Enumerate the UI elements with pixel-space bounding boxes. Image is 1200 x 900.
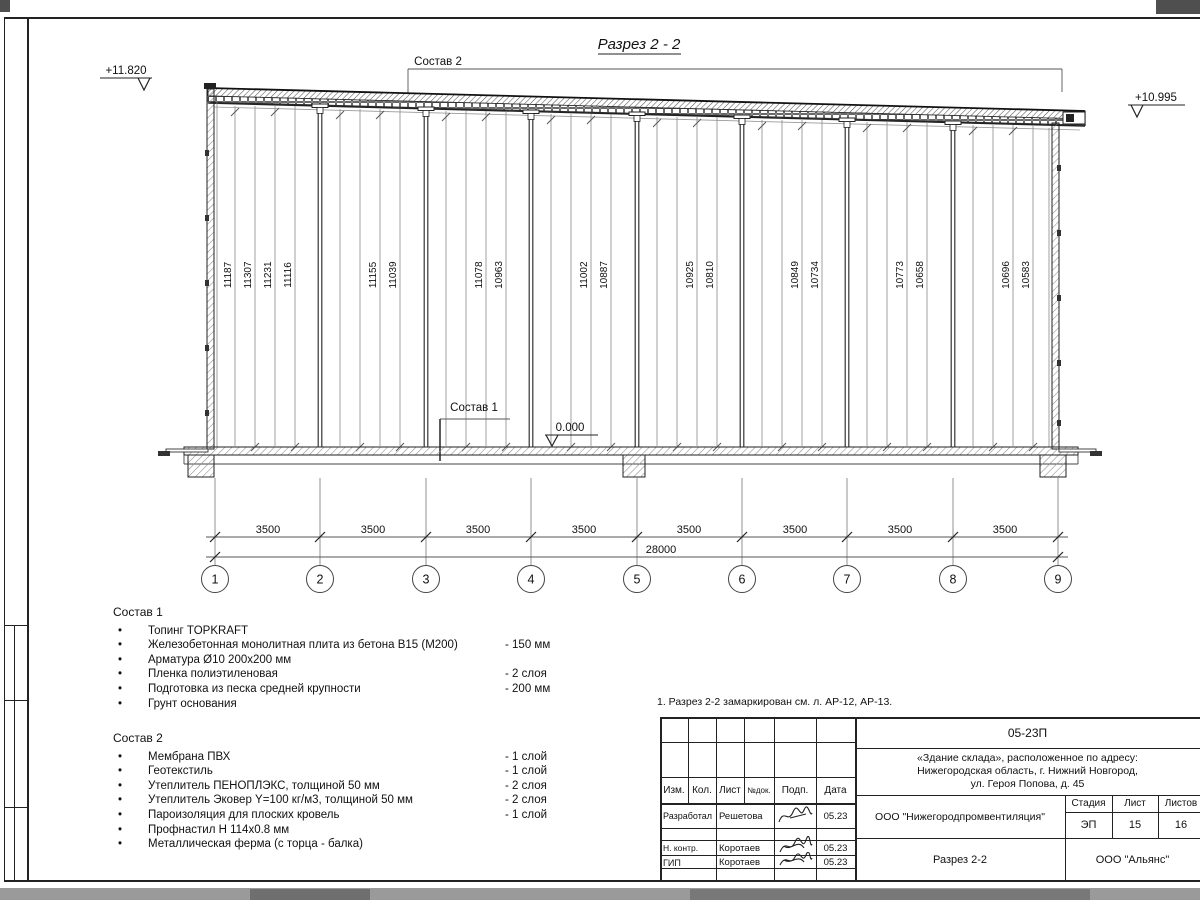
- svg-text:10696: 10696: [1001, 261, 1012, 289]
- sostav2-title: Состав 2: [113, 731, 163, 745]
- svg-text:3500: 3500: [360, 524, 386, 536]
- tb-name: Коротаев: [719, 857, 761, 868]
- elevation-mark-right: [1128, 92, 1185, 117]
- screen-corner-left: [0, 0, 10, 12]
- tb-header-ndok: №док.: [747, 786, 771, 795]
- sostav2-leader: [408, 56, 1062, 93]
- svg-text:11078: 11078: [474, 261, 485, 289]
- svg-text:9: 9: [1054, 572, 1062, 587]
- svg-text:10734: 10734: [810, 261, 821, 289]
- svg-text:11116: 11116: [283, 262, 294, 288]
- tb-header-list: Лист: [719, 785, 741, 796]
- level-check-icon: [138, 78, 150, 90]
- tb-name: Решетова: [719, 810, 763, 822]
- svg-text:+11.820: +11.820: [105, 65, 147, 77]
- height-dimensions: [223, 261, 1032, 289]
- spec-item: Железобетонная монолитная плита из бетона В15 (М200): [148, 639, 458, 652]
- tb-date: 05.23: [823, 857, 848, 868]
- svg-text:3500: 3500: [676, 524, 702, 536]
- footing-right: [1040, 455, 1066, 477]
- svg-text:3500: 3500: [465, 524, 491, 536]
- svg-text:3500: 3500: [887, 524, 913, 536]
- svg-text:5: 5: [633, 572, 641, 587]
- tb-date: 05.23: [823, 842, 848, 854]
- axis-grid-lines: [215, 478, 1058, 565]
- svg-text:10658: 10658: [915, 261, 926, 289]
- svg-text:10963: 10963: [494, 261, 505, 289]
- spec-item: Геотекстиль: [148, 765, 213, 778]
- tb-name: Коротаев: [719, 842, 761, 854]
- screen-bottom-edge: [0, 888, 1200, 900]
- sostav1-list: Состав 1 • Топинг TOPKRAFT • Железобетонная монолитная плита из бетона В15 (М200) - 150 мм • Арматура Ø10 200х200 мм • Пленка полиэтиленовая - 2 слоя • Подготовка из песка средней крупности - 200 мм • Грунт основания: [113, 605, 583, 711]
- tb-role: ГИП: [663, 857, 681, 868]
- spec-item: Утеплитель Эковер Y=100 кг/м3, толщиной 50 мм: [148, 794, 413, 807]
- svg-text:3500: 3500: [782, 524, 808, 536]
- tb-sheet-label: Лист: [1124, 798, 1146, 809]
- svg-text:4: 4: [527, 572, 535, 587]
- left-wall: [205, 89, 217, 449]
- spec-item: Подготовка из песка средней крупности: [148, 682, 361, 695]
- sostav1-title: Состав 1: [113, 605, 163, 619]
- footing-left: [188, 455, 214, 477]
- tb-org: ООО "Нижегородпромвентиляция": [875, 810, 1045, 823]
- tb-stage-label: Стадия: [1071, 798, 1106, 809]
- spec-item: Профнастил Н 114х0.8 мм: [148, 823, 290, 836]
- tb-doc-number: 05-23П: [1007, 726, 1048, 740]
- spec-item: Металлическая ферма (с торца - балка): [148, 838, 363, 851]
- tb-stage-value: ЭП: [1080, 819, 1097, 831]
- tb-sheet-value: 15: [1128, 819, 1142, 831]
- tb-sheet-title: Разрез 2-2: [932, 854, 987, 866]
- svg-text:+10.995: +10.995: [1135, 92, 1177, 104]
- tb-date: 05.23: [823, 810, 848, 822]
- svg-text:11307: 11307: [243, 261, 254, 289]
- sostav2-list: Состав 2 • Мембрана ПВХ - 1 слой • Геотекстиль - 1 слой • Утеплитель ПЕНОПЛЭКС, толщиной 50 мм - 2 слоя • Утеплитель Эковер Y=100 кг/м3, толщиной 50 мм - 2 слоя • Пароизоляция для плоских кровель - 1 слой • Профнастил Н 114х0.8 мм • Металлическая ферма (с торца - балка): [113, 731, 583, 852]
- svg-text:10887: 10887: [599, 261, 610, 289]
- tb-role: Разработал: [663, 811, 712, 821]
- tb-contractor: ООО "Альянс": [1095, 854, 1170, 866]
- tb-sheets-value: 16: [1174, 819, 1188, 831]
- footing-middle: [623, 455, 645, 477]
- axis-bubbles: [202, 566, 1072, 593]
- right-wall: [1049, 123, 1061, 449]
- svg-text:7: 7: [843, 572, 851, 587]
- tb-header-data: Дата: [824, 785, 847, 796]
- svg-text:3500: 3500: [571, 524, 597, 536]
- spec-item: Пленка полиэтиленовая: [148, 668, 278, 681]
- elevation-mark-left: [100, 65, 152, 90]
- floor-slab: [158, 447, 1102, 477]
- svg-text:10925: 10925: [685, 261, 696, 289]
- spec-item: Утеплитель ПЕНОПЛЭКС, толщиной 50 мм: [148, 779, 380, 792]
- svg-text:11039: 11039: [388, 261, 399, 289]
- tb-sheets-label: Листов: [1164, 798, 1198, 809]
- spec-item: Арматура Ø10 200х200 мм: [148, 653, 292, 666]
- svg-text:11231: 11231: [263, 261, 274, 289]
- tb-header-podp: Подп.: [781, 785, 809, 796]
- level-check-icon: [546, 435, 558, 446]
- drawing-note: 1. Разрез 2-2 замаркирован см. л. АР-12, АР-13.: [657, 696, 893, 708]
- svg-text:6: 6: [738, 572, 746, 587]
- screen-corner-right: [1156, 0, 1200, 14]
- svg-text:3500: 3500: [255, 524, 281, 536]
- svg-text:Состав 2: Состав 2: [414, 56, 462, 68]
- parapet-cap: [204, 83, 216, 89]
- elevation-mark-zero: [545, 422, 598, 446]
- svg-text:10583: 10583: [1021, 261, 1032, 289]
- svg-text:3500: 3500: [992, 524, 1018, 536]
- left-edge-detail: [166, 449, 208, 452]
- spec-item: Мембрана ПВХ: [148, 750, 231, 763]
- tb-header-kol: Кол.: [692, 785, 712, 796]
- columns: [312, 104, 961, 447]
- svg-text:11002: 11002: [579, 261, 590, 289]
- svg-text:Состав 1: Состав 1: [450, 402, 498, 414]
- svg-text:11155: 11155: [368, 261, 379, 289]
- drawing-title: Разрез 2 - 2: [597, 36, 681, 53]
- svg-text:11187: 11187: [223, 261, 234, 289]
- svg-text:10810: 10810: [705, 261, 716, 289]
- svg-text:0.000: 0.000: [555, 422, 585, 434]
- signature-icon: [776, 804, 814, 828]
- svg-text:10849: 10849: [790, 261, 801, 289]
- interior-members: [235, 106, 1033, 446]
- spec-item: Пароизоляция для плоских кровель: [148, 808, 340, 821]
- tb-project-name: «Здание склада», расположенное по адресу: Нижегородская область, г. Нижний Новгород, ул. Героя Попова, д. 45: [917, 752, 1138, 790]
- svg-text:28000: 28000: [645, 544, 677, 556]
- svg-text:1: 1: [211, 572, 219, 587]
- svg-text:2: 2: [316, 572, 324, 587]
- svg-text:10773: 10773: [895, 261, 906, 289]
- spec-item: Грунт основания: [148, 697, 237, 710]
- tb-role: Н. контр.: [663, 843, 699, 853]
- level-check-icon: [1131, 105, 1143, 117]
- signature-icon: [776, 852, 814, 868]
- svg-text:8: 8: [949, 572, 957, 587]
- svg-text:3: 3: [422, 572, 430, 587]
- spec-item: Топинг TOPKRAFT: [148, 624, 249, 637]
- tb-header-izm: Изм.: [663, 785, 685, 796]
- roof-edge-cap: [1066, 114, 1074, 122]
